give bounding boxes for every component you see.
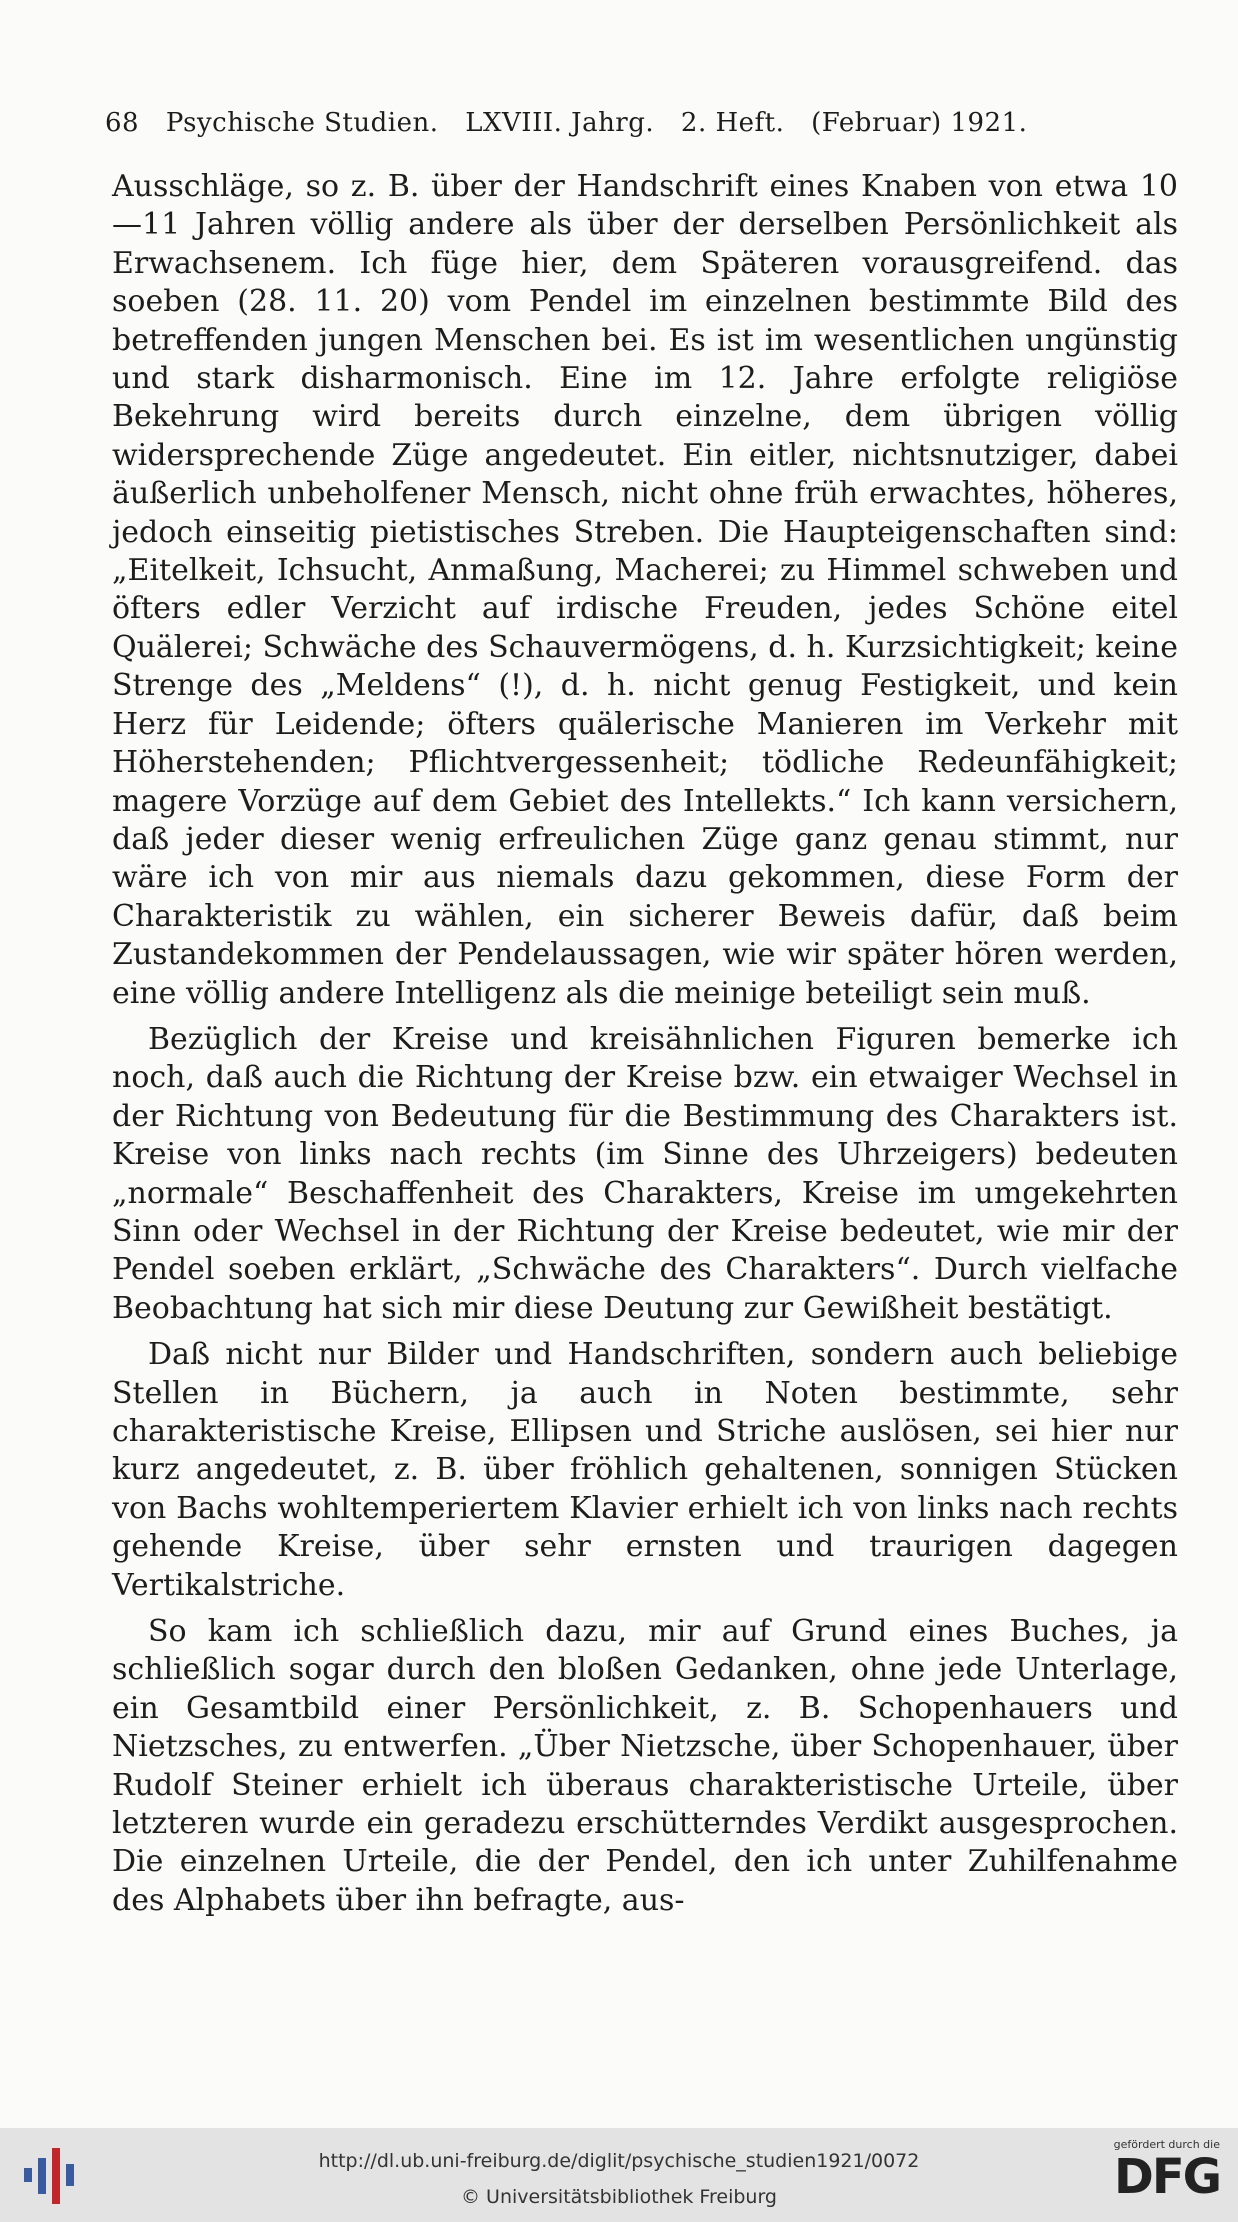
volume-label: LXVIII. Jahrg. [465,108,655,138]
paragraph: Bezüglich der Kreise und kreisähnlichen Figuren bemerke ich noch, daß auch die Richtung der Kreise bzw. ein etwaiger Wechsel in der Richtung von Bedeutung für die Bestimmung des Charakters ist. Kreise von links nach rechts (im Sinne des Uhrzeigers) bedeuten „normale“ Beschaffenheit des Charakters, Kreise im umgekehrten Sinn oder Wechsel in der Richtung der Kreise bedeutet, wie mir der Pendel soeben erklärt, „Schwäche des Charakters“. Durch vielfache Beobachtung hat sich mir diese Deutung zur Gewißheit bestätigt. [112,1021,1178,1326]
dfg-mark: DFG [1113,2149,1220,2205]
paragraph: So kam ich schließlich dazu, mir auf Grund eines Buches, ja schließlich sogar durch den bloßen Gedanken, ohne jede Unterlage, ein Gesamtbild einer Persönlichkeit, z. B. Schopenhauers und Nietzsches, zu entwerfen. „Über Nietzsche, über Schopenhauer, über Rudolf Steiner erhielt ich überaus charakteristische Urteile, über letzteren wurde ein geradezu erschütterndes Verdikt ausgesprochen. Die einzelnen Urteile, die der Pendel, den ich unter Zuhilfenahme des Alphabets über ihn befragte, aus- [112,1614,1178,1918]
paragraph: Daß nicht nur Bilder und Handschriften, sondern auch beliebige Stellen in Büchern, ja auch in Noten bestimmte, sehr charakteristische Kreise, Ellipsen und Striche auslösen, sei hier nur kurz angedeutet, z. B. über fröhlich gehaltenen, sonnigen Stücken von Bachs wohltemperiertem Klavier erhielt ich von links nach rechts gehende Kreise, über sehr ernsten und traurigen dagegen Vertikalstriche. [112,1337,1178,1603]
paragraph: Ausschläge, so z. B. über der Handschrift eines Knaben von etwa 10—11 Jahren völlig andere als über der derselben Persönlichkeit als Erwachsenem. Ich füge hier, dem Späteren vorausgreifend. das soeben (28. 11. 20) vom Pendel im einzelnen bestimmte Bild des betreffenden jungen Menschen bei. Es ist im wesentlichen ungünstig und stark disharmonisch. Eine im 12. Jahre erfolgte religiöse Bekehrung wird bereits durch einzelne, dem übrigen völlig widersprechende Züge angedeutet. Ein eitler, nichtsnutziger, dabei äußerlich unbeholfener Mensch, nicht ohne früh erwachtes, höheres, jedoch einseitig pietistisches Streben. Die Haupteigenschaften sind: „Eitelkeit, Ichsucht, Anmaßung, Macherei; zu Himmel schweben und öfters edler Verzicht auf irdische Freuden, jedes Schöne eitel Quälerei; Schwäche des Schauvermögens, d. h. Kurzsichtigkeit; keine Strenge des „Meldens“ (!), d. h. nicht genug Festigkeit, und kein Herz für Leidende; öfters quälerische Manieren im Verkehr mit Höherstehenden; Pflichtvergessenheit; tödliche Redeunfähigkeit; magere Vorzüge auf dem Gebiet des Intellekts.“ Ich kann versichern, daß jeder dieser wenig erfreulichen Züge ganz genau stimmt, nur wäre ich von mir aus niemals dazu gekommen, diese Form der Charakteristik zu wählen, ein sicherer Beweis dafür, daß beim Zustandekommen der Pendelaussagen, wie wir später hören werden, eine völlig andere Intelligenz als die meinige beteiligt sein muß. [112,169,1178,1011]
dfg-logo [1090,2138,1220,2216]
page-number: 68 [105,108,140,138]
issue-label: 2. Heft. [680,108,785,138]
running-header [105,108,1115,138]
sponsor-note: gefördert durch die [1113,2138,1220,2151]
copyright-notice: © Universitätsbibliothek Freiburg [461,2186,777,2208]
issue-date: (Februar) 1921. [811,108,1028,138]
source-url-link[interactable]: http://dl.ub.uni-freiburg.de/diglit/psychische_studien1921/0072 [318,2150,920,2172]
body-text [112,168,1178,1928]
viewer-footer [0,2128,1238,2222]
journal-title: Psychische Studien. [165,108,439,138]
